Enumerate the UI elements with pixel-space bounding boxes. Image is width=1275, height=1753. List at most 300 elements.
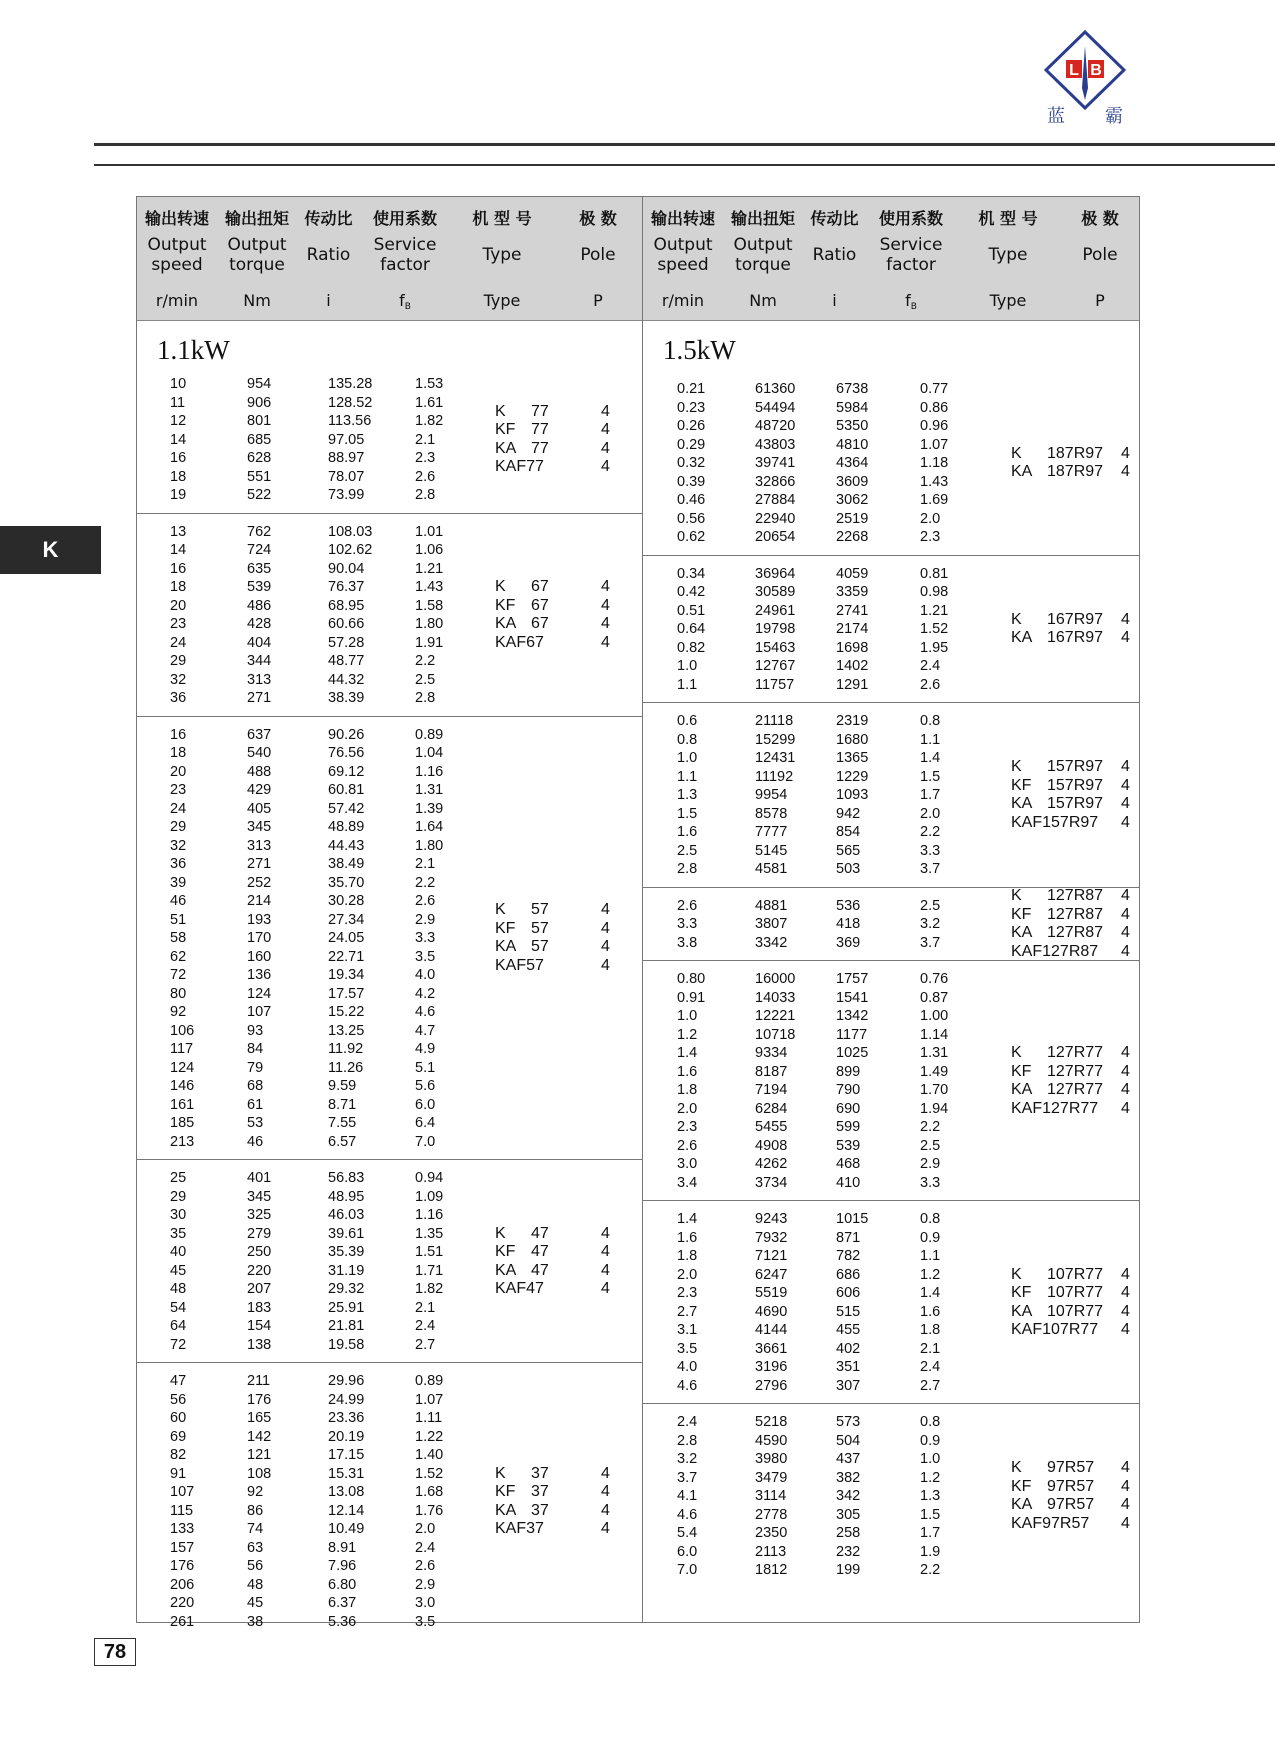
cell-torque: 7777 <box>755 824 788 840</box>
data-group <box>137 514 642 717</box>
header-type-en-line: Type <box>482 245 522 265</box>
cell-torque: 522 <box>247 487 272 503</box>
cell-service: 1.43 <box>920 473 949 490</box>
cell-service: 1.91 <box>415 634 444 651</box>
table-row <box>137 1409 642 1428</box>
cell-torque: 54494 <box>755 399 796 416</box>
cell-speed: 3.4 <box>677 1174 698 1191</box>
cell-ratio: 9.59 <box>328 1078 357 1094</box>
pole-value: 4 <box>1121 887 1130 905</box>
table-row <box>137 1243 642 1262</box>
cell-torque: 3342 <box>755 934 788 951</box>
cell-service: 1.52 <box>920 621 949 637</box>
cell-torque: 9954 <box>755 787 788 803</box>
table-row <box>643 1229 1139 1248</box>
table-row <box>643 1358 1139 1377</box>
cell-torque: 8578 <box>755 805 788 822</box>
cell-torque: 5145 <box>755 842 788 859</box>
pole-value: 4 <box>601 458 610 476</box>
pole-value: 4 <box>1121 758 1130 776</box>
data-group <box>643 1404 1139 1589</box>
table-row <box>643 1543 1139 1562</box>
table-row <box>137 375 642 394</box>
header-speed-unit <box>643 291 723 310</box>
cell-torque: 6284 <box>755 1100 788 1117</box>
cell-service: 7.0 <box>415 1133 436 1150</box>
cell-ratio: 515 <box>836 1303 861 1320</box>
header-type-zh: 机 型 号 <box>978 209 1038 228</box>
cell-service: 1.22 <box>415 1428 444 1445</box>
type-prefix: KF <box>495 1243 516 1260</box>
cell-ratio: 113.56 <box>328 413 372 429</box>
cell-service: 4.9 <box>415 1041 436 1057</box>
cell-ratio: 690 <box>836 1100 861 1117</box>
table-row <box>137 1391 642 1410</box>
cell-service: 2.0 <box>415 1521 436 1537</box>
type-size: 107R77 <box>1047 1284 1104 1301</box>
type-size: 127R87 <box>1047 924 1104 942</box>
lanba-logo <box>1040 28 1130 124</box>
type-prefix: K <box>495 402 506 420</box>
table-row <box>643 1377 1139 1396</box>
cell-service: 1.04 <box>415 745 444 761</box>
cell-ratio: 57.42 <box>328 800 365 817</box>
header-speed-en-line: speed <box>657 255 709 275</box>
cell-service: 2.3 <box>920 529 941 545</box>
cell-speed: 0.64 <box>677 621 706 637</box>
cell-torque: 183 <box>247 1299 272 1316</box>
cell-ratio: 7.96 <box>328 1558 357 1574</box>
data-group <box>643 961 1139 1201</box>
cell-speed: 146 <box>170 1078 195 1094</box>
cell-speed: 1.4 <box>677 1045 698 1061</box>
header-service-en-line: factor <box>886 255 936 275</box>
cell-speed: 29 <box>170 819 187 835</box>
cell-torque: 628 <box>247 450 272 466</box>
cell-service: 1.76 <box>415 1502 444 1519</box>
cell-speed: 6.0 <box>677 1543 698 1560</box>
pole-value: 4 <box>1121 1459 1130 1477</box>
cell-ratio: 5984 <box>836 399 869 416</box>
cell-service: 0.8 <box>920 1211 941 1227</box>
cell-service: 4.2 <box>415 985 436 1002</box>
cell-speed: 91 <box>170 1465 187 1482</box>
cell-service: 1.00 <box>920 1008 949 1024</box>
cell-ratio: 2741 <box>836 602 869 619</box>
cell-speed: 1.0 <box>677 750 698 766</box>
cell-ratio: 102.62 <box>328 542 373 558</box>
logo-letter-l: L <box>1069 62 1079 79</box>
table-row <box>137 1040 642 1059</box>
cell-speed: 36 <box>170 690 187 706</box>
cell-speed: 0.82 <box>677 639 706 656</box>
header-service-zh: 使用系数 <box>372 209 437 228</box>
cell-ratio: 1229 <box>836 768 869 785</box>
cell-service: 1.95 <box>920 639 949 656</box>
cell-ratio: 1680 <box>836 731 869 748</box>
type-size: 97R57 <box>1047 1477 1095 1495</box>
header-speed-en <box>643 235 723 275</box>
header-type-unit-text: Type <box>483 291 521 310</box>
cell-torque: 48720 <box>755 418 796 434</box>
cell-speed: 0.8 <box>677 731 698 748</box>
pole-value: 4 <box>1121 924 1130 942</box>
cell-service: 1.94 <box>920 1100 949 1117</box>
cell-service: 1.31 <box>415 782 444 798</box>
type-prefix: KA <box>495 938 517 956</box>
cell-service: 0.87 <box>920 989 949 1006</box>
cell-ratio: 24.99 <box>328 1391 365 1408</box>
table-row <box>137 1520 642 1539</box>
table-row <box>137 1169 642 1188</box>
cell-speed: 20 <box>170 763 187 780</box>
cell-service: 2.7 <box>920 1377 941 1394</box>
header-speed-unit <box>137 291 217 310</box>
cell-service: 1.6 <box>920 1303 941 1320</box>
pole-value: 4 <box>601 1280 610 1297</box>
cell-ratio: 232 <box>836 1543 861 1560</box>
table-row <box>137 652 642 671</box>
cell-torque: 801 <box>247 413 272 429</box>
cell-speed: 29 <box>170 653 187 669</box>
cell-speed: 0.21 <box>677 381 706 397</box>
cell-speed: 0.56 <box>677 510 706 527</box>
cell-service: 1.39 <box>415 800 444 817</box>
cell-speed: 1.2 <box>677 1026 698 1043</box>
cell-ratio: 8.71 <box>328 1096 357 1113</box>
cell-ratio: 90.26 <box>328 726 365 743</box>
cell-service: 3.0 <box>415 1595 436 1611</box>
cell-torque: 108 <box>247 1465 272 1482</box>
cell-speed: 261 <box>170 1613 195 1630</box>
table-row <box>137 1133 642 1152</box>
type-size: 57 <box>531 938 549 956</box>
cell-service: 1.35 <box>415 1225 444 1242</box>
header-pole-en <box>554 245 642 265</box>
cell-speed: 18 <box>170 468 187 485</box>
header-type-en-line: Type <box>988 245 1028 265</box>
cell-service: 0.86 <box>920 399 949 416</box>
cell-torque: 84 <box>247 1041 264 1057</box>
header-service-en-line: factor <box>380 255 430 275</box>
cell-service: 1.21 <box>920 602 949 619</box>
cell-service: 2.4 <box>920 658 941 674</box>
type-prefix: KF <box>1011 1284 1032 1301</box>
cell-speed: 2.3 <box>677 1119 698 1135</box>
table-row <box>643 1247 1139 1266</box>
pole-value: 4 <box>601 956 610 974</box>
header-pole-en-line: Pole <box>580 245 616 265</box>
header-speed-en-line: Output <box>147 235 207 255</box>
type-size: 127R77 <box>1047 1081 1104 1098</box>
header-rule-top <box>94 143 1275 146</box>
table-row <box>643 1007 1139 1026</box>
cell-torque: 19798 <box>755 621 796 637</box>
pole-value: 4 <box>601 633 610 651</box>
cell-torque: 7194 <box>755 1082 788 1098</box>
pole-value: 4 <box>1121 629 1130 647</box>
cell-speed: 3.8 <box>677 934 698 951</box>
cell-ratio: 1093 <box>836 787 869 803</box>
cell-torque: 345 <box>247 1188 272 1205</box>
header-service-en <box>360 235 450 275</box>
pole-value: 4 <box>1121 795 1130 813</box>
cell-torque: 211 <box>247 1373 271 1389</box>
cell-torque: 4881 <box>755 897 788 914</box>
cell-ratio: 1015 <box>836 1211 869 1227</box>
cell-service: 2.7 <box>415 1336 436 1353</box>
cell-service: 5.1 <box>415 1059 436 1076</box>
header-service-en-line: Service <box>373 235 437 255</box>
cell-ratio: 15.31 <box>328 1465 365 1482</box>
table-row <box>643 1561 1139 1580</box>
cell-speed: 12 <box>170 413 187 429</box>
type-prefix: K <box>495 578 506 595</box>
table-row <box>137 1003 642 1022</box>
type-prefix: KA <box>495 1261 517 1279</box>
cell-speed: 2.3 <box>677 1285 698 1301</box>
cell-ratio: 29.32 <box>328 1281 365 1297</box>
gear-motor-selection-table <box>136 196 1140 1630</box>
table-row <box>137 1613 642 1632</box>
table-row <box>643 1432 1139 1451</box>
cell-torque: 12767 <box>755 658 796 674</box>
pole-value: 4 <box>1121 1496 1130 1514</box>
cell-service: 4.7 <box>415 1022 436 1039</box>
cell-service: 0.9 <box>920 1229 941 1246</box>
cell-service: 1.07 <box>415 1391 444 1408</box>
cell-torque: 4581 <box>755 861 788 877</box>
cell-torque: 3980 <box>755 1451 788 1467</box>
table-row <box>137 892 642 911</box>
cell-speed: 157 <box>170 1539 195 1556</box>
type-size: 37 <box>531 1501 549 1519</box>
type-size: 157R97 <box>1047 776 1104 794</box>
cell-ratio: 25.91 <box>328 1299 365 1316</box>
type-prefix: KAF97R57 <box>1011 1514 1090 1532</box>
cell-service: 1.4 <box>920 750 941 766</box>
type-prefix: KF <box>1011 776 1032 794</box>
cell-torque: 46 <box>247 1133 264 1150</box>
header-torque-unit-text: Nm <box>749 291 777 310</box>
table-row <box>137 689 642 708</box>
cell-service: 2.8 <box>415 487 436 503</box>
pole-value: 4 <box>1121 1477 1130 1495</box>
type-size: 127R77 <box>1047 1044 1104 1061</box>
type-prefix: KAF37 <box>495 1520 544 1537</box>
cell-service: 1.58 <box>415 597 444 614</box>
header-torque-zh: 输出扭矩 <box>224 209 289 228</box>
cell-torque: 2796 <box>755 1377 788 1394</box>
pole-value: 4 <box>1121 1099 1130 1117</box>
cell-service: 2.9 <box>920 1156 941 1172</box>
cell-service: 1.49 <box>920 1063 949 1080</box>
cell-speed: 51 <box>170 911 187 928</box>
type-prefix: KAF47 <box>495 1280 544 1297</box>
cell-ratio: 782 <box>836 1248 861 1264</box>
cell-speed: 40 <box>170 1244 187 1260</box>
cell-torque: 14033 <box>755 989 796 1006</box>
cell-speed: 16 <box>170 560 187 577</box>
cell-service: 1.3 <box>920 1488 941 1504</box>
cell-ratio: 565 <box>836 842 861 859</box>
cell-ratio: 23.36 <box>328 1410 365 1426</box>
cell-torque: 220 <box>247 1262 272 1279</box>
cell-torque: 428 <box>247 616 272 632</box>
table-row <box>137 578 642 597</box>
type-prefix: KA <box>1011 1081 1033 1098</box>
cell-torque: 63 <box>247 1539 264 1556</box>
pole-value: 4 <box>1121 905 1130 923</box>
type-size: 97R57 <box>1047 1459 1095 1477</box>
pole-value: 4 <box>601 1261 610 1279</box>
cell-torque: 138 <box>247 1336 272 1353</box>
table-row <box>137 800 642 819</box>
cell-speed: 3.5 <box>677 1340 698 1357</box>
cell-speed: 220 <box>170 1595 195 1611</box>
cell-ratio: 11.92 <box>328 1041 364 1057</box>
table-row <box>137 1539 642 1558</box>
cell-torque: 3114 <box>755 1488 787 1504</box>
cell-speed: 161 <box>170 1096 195 1113</box>
cell-ratio: 15.22 <box>328 1004 365 1020</box>
cell-service: 0.81 <box>920 565 949 582</box>
cell-torque: 207 <box>247 1281 272 1297</box>
type-prefix: KA <box>1011 629 1033 647</box>
cell-speed: 0.80 <box>677 971 706 987</box>
header-type-unit <box>450 291 554 310</box>
type-prefix: KAF77 <box>495 458 544 476</box>
cell-speed: 0.26 <box>677 418 706 434</box>
cell-torque: 165 <box>247 1410 272 1426</box>
cell-service: 1.09 <box>415 1188 444 1205</box>
cell-ratio: 2319 <box>836 713 869 729</box>
cell-service: 0.9 <box>920 1432 941 1449</box>
cell-torque: 11757 <box>755 676 795 693</box>
cell-service: 1.69 <box>920 492 949 508</box>
type-prefix: KAF67 <box>495 633 544 651</box>
cell-ratio: 199 <box>836 1562 861 1578</box>
cell-service: 2.5 <box>920 897 941 914</box>
table-row <box>137 1188 642 1207</box>
cell-ratio: 78.07 <box>328 468 365 485</box>
table-row <box>137 486 642 505</box>
cell-torque: 214 <box>247 893 272 909</box>
type-size: 77 <box>531 421 549 439</box>
cell-ratio: 410 <box>836 1174 861 1191</box>
cell-ratio: 97.05 <box>328 431 365 448</box>
cell-service: 2.1 <box>920 1340 941 1357</box>
cell-ratio: 3062 <box>836 492 869 508</box>
type-prefix: KA <box>495 1501 517 1519</box>
table-row <box>137 1059 642 1078</box>
table-row <box>137 1299 642 1318</box>
header-pole-unit <box>1060 291 1140 310</box>
cell-ratio: 3359 <box>836 584 869 600</box>
cell-service: 2.1 <box>415 431 436 448</box>
cell-ratio: 88.97 <box>328 450 365 466</box>
cell-torque: 2778 <box>755 1506 788 1523</box>
cell-speed: 69 <box>170 1428 187 1445</box>
cell-torque: 32866 <box>755 473 796 490</box>
cell-torque: 1812 <box>755 1562 788 1578</box>
type-size: 127R77 <box>1047 1062 1104 1080</box>
cell-torque: 24961 <box>755 602 796 619</box>
header-pole-zh: 极 数 <box>1081 209 1119 228</box>
cell-service: 0.77 <box>920 381 949 397</box>
cell-ratio: 899 <box>836 1063 861 1080</box>
cell-service: 2.6 <box>920 676 941 693</box>
cell-ratio: 1541 <box>836 989 869 1006</box>
header-type-en <box>450 245 554 265</box>
type-prefix: KF <box>495 596 516 614</box>
header-service-unit-sub: B <box>910 302 917 312</box>
cell-ratio: 437 <box>836 1451 861 1467</box>
pole-value: 4 <box>1121 1514 1130 1532</box>
cell-ratio: 504 <box>836 1432 861 1449</box>
cell-speed: 3.0 <box>677 1156 698 1172</box>
section-tab-k[interactable]: K <box>0 526 101 574</box>
cell-service: 3.7 <box>920 861 941 877</box>
cell-ratio: 29.96 <box>328 1373 365 1389</box>
data-group <box>137 321 642 514</box>
table-row <box>137 855 642 874</box>
cell-service: 1.14 <box>920 1026 949 1043</box>
header-service-unit <box>360 291 450 312</box>
logo-text-right: 霸 <box>1105 106 1123 124</box>
cell-ratio: 19.58 <box>328 1336 365 1353</box>
type-size: 167R97 <box>1047 629 1104 647</box>
cell-torque: 3479 <box>755 1469 788 1486</box>
table-row <box>643 657 1139 676</box>
pole-value: 4 <box>1121 1081 1130 1098</box>
cell-service: 1.70 <box>920 1082 949 1098</box>
cell-service: 0.98 <box>920 584 949 600</box>
header-service-unit-text: f <box>905 291 911 310</box>
table-row <box>643 583 1139 602</box>
cell-ratio: 305 <box>836 1506 861 1523</box>
cell-torque: 2350 <box>755 1525 788 1541</box>
table-row <box>137 541 642 560</box>
type-prefix: KA <box>1011 1302 1033 1320</box>
cell-ratio: 27.34 <box>328 911 365 928</box>
cell-service: 1.8 <box>920 1322 941 1338</box>
data-group <box>137 1160 642 1363</box>
cell-speed: 2.0 <box>677 1266 698 1283</box>
cell-speed: 11 <box>170 394 186 411</box>
cell-service: 1.82 <box>415 413 444 429</box>
cell-service: 2.4 <box>415 1318 436 1334</box>
table-row <box>643 842 1139 861</box>
pole-value: 4 <box>1121 444 1130 462</box>
cell-service: 1.1 <box>920 731 941 748</box>
cell-speed: 0.32 <box>677 455 706 471</box>
type-size: 127R87 <box>1047 905 1104 923</box>
cell-speed: 2.5 <box>677 842 698 859</box>
cell-torque: 48 <box>247 1576 264 1593</box>
cell-ratio: 8.91 <box>328 1539 357 1556</box>
cell-ratio: 942 <box>836 805 861 822</box>
cell-speed: 92 <box>170 1004 187 1020</box>
header-speed-unit-text: r/min <box>155 291 199 310</box>
cell-torque: 3734 <box>755 1174 788 1191</box>
cell-speed: 106 <box>170 1022 195 1039</box>
header-ratio-unit <box>297 291 360 310</box>
cell-service: 2.0 <box>920 510 941 527</box>
cell-ratio: 20.19 <box>328 1428 365 1445</box>
header-pole-unit-text: P <box>1095 291 1105 310</box>
cell-ratio: 19.34 <box>328 967 365 983</box>
